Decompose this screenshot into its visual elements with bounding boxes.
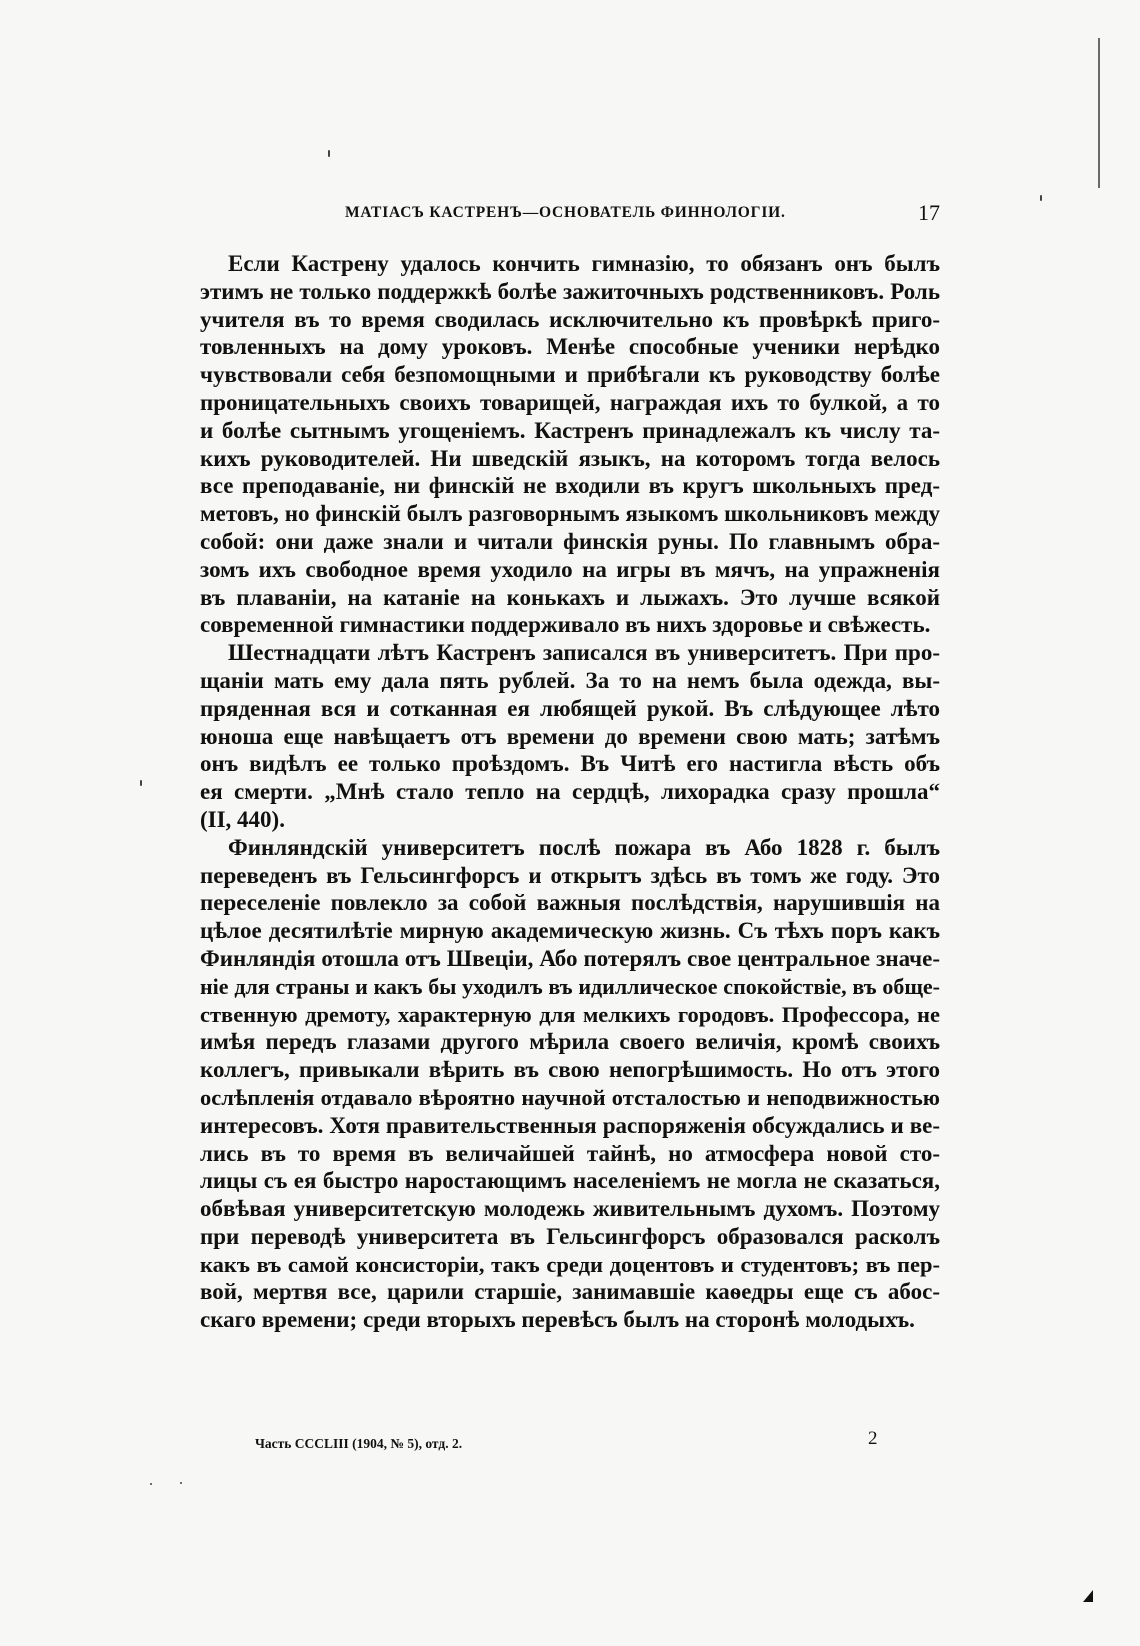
corner-mark-icon (1083, 1590, 1093, 1602)
scan-speck (328, 150, 330, 157)
text-line: скаго времени; среди вторыхъ перевѣсъ былъ на сторонѣ молодыхъ. (200, 1307, 915, 1333)
text-line: собой: они даже знали и читали финскія руны. По главнымъ обра- (200, 528, 940, 554)
text-line: Шестнадцати лѣтъ Кастренъ записался въ университетъ. При про- (228, 640, 940, 666)
running-title: МАТІАСЪ КАСТРЕНЪ—ОСНОВАТЕЛЬ ФИННОЛОГІИ. (345, 204, 786, 221)
text-line: ніе для страны и какъ бы уходилъ въ идиллическое спокойствіе, въ обще- (200, 973, 940, 999)
text-line: ея смерти. „Мнѣ стало тепло на сердцѣ, лихорадка сразу прошла“ (200, 779, 940, 805)
text-line: онъ видѣлъ ее только проѣздомъ. Въ Читѣ его настигла вѣсть объ (200, 751, 940, 777)
text-line: все преподаваніе, ни финскій не входили въ кругъ школьныхъ пред- (200, 473, 940, 499)
text-line: Если Кастрену удалось кончить гимназію, то обязанъ онъ былъ (228, 251, 940, 276)
text-line: этимъ не только поддержкѣ болѣе зажиточныхъ родственниковъ. Роль (200, 278, 940, 304)
text-line: вой, мертвя все, царили старшіе, занимавшіе каѳедры еще съ абос- (200, 1279, 940, 1305)
text-line: обвѣвая университетскую молодежь живительнымъ духомъ. Поэтому (200, 1196, 940, 1222)
text-line: (II, 440). (200, 806, 285, 832)
text-line: интересовъ. Хотя правительственныя распоряженія обсуждались и ве- (200, 1112, 940, 1138)
text-line: метовъ, но финскій былъ разговорнымъ языкомъ школьниковъ между (200, 501, 940, 527)
text-line: учителя въ то время сводилась исключительно къ провѣркѣ приго- (200, 306, 940, 332)
text-line: юноша еще навѣщаетъ отъ времени до времени свою мать; затѣмъ (200, 723, 940, 749)
text-line: лицы съ ея быстро наростающимъ населеніемъ не могла не сказаться, (200, 1168, 940, 1194)
sheet-number: 2 (868, 1428, 878, 1449)
scan-speck (150, 1483, 152, 1485)
page-number: 17 (918, 200, 940, 225)
text-line: зомъ ихъ свободное время уходило на игры въ мячъ, на упражненія (200, 556, 940, 582)
text-line: въ плаваніи, на катаніе на конькахъ и лыжахъ. Это лучше всякой (200, 584, 940, 610)
scan-speck (1040, 195, 1042, 201)
scan-speck (180, 1482, 182, 1484)
printer-signature: Часть CCCLIII (1904, № 5), отд. 2. (255, 1436, 463, 1451)
text-line: переселеніе повлекло за собой важныя послѣдствія, нарушившія на (200, 890, 940, 916)
text-line: кихъ руководителей. Ни шведскій языкъ, на которомъ тогда велось (200, 445, 940, 471)
running-head (200, 200, 940, 230)
text-line: пряденная вся и сотканная ея любящей рукой. Въ слѣдующее лѣто (200, 695, 940, 721)
text-line: какъ въ самой консисторіи, такъ среди доцентовъ и студентовъ; въ пер- (200, 1251, 940, 1277)
text-line: переведенъ въ Гельсингфорсъ и открытъ здѣсь въ томъ же году. Это (200, 862, 940, 888)
text-line: лись въ то время въ величайшей тайнѣ, но атмосфера новой сто- (200, 1140, 940, 1166)
text-line: имѣя передъ глазами другого мѣрила своего величія, кромѣ своихъ (200, 1029, 940, 1055)
text-line: и болѣе сытнымъ угощеніемъ. Кастренъ принадлежалъ къ числу та- (200, 417, 940, 443)
text-line: при переводѣ университета въ Гельсингфорсъ образовался расколъ (200, 1223, 940, 1249)
text-line: коллегъ, привыкали вѣрить въ свою непогрѣшимость. Но отъ этого (200, 1057, 940, 1083)
scan-edge-line (1098, 38, 1100, 188)
text-line: товленныхъ на дому уроковъ. Менѣе способные ученики нерѣдко (200, 334, 940, 360)
body-text (200, 250, 940, 1334)
text-line: проницательныхъ своихъ товарищей, награждая ихъ то булкой, а то (200, 389, 940, 415)
text-line: цѣлое десятилѣтіе мирную академическую жизнь. Съ тѣхъ поръ какъ (200, 918, 940, 944)
scan-speck (140, 780, 142, 786)
text-line: современной гимнастики поддерживало въ нихъ здоровье и свѣжесть. (200, 612, 931, 638)
text-line: Финляндія отошла отъ Швеціи, Або потерялъ свое центральное значе- (200, 945, 940, 971)
text-line: ственную дремоту, характерную для мелкихъ городовъ. Профессора, не (200, 1001, 940, 1027)
text-line: Финляндскій университетъ послѣ пожара въ Або 1828 г. былъ (228, 834, 940, 860)
text-line: щаніи мать ему дала пять рублей. За то на немъ была одежда, вы- (200, 667, 940, 693)
text-line: чувствовали себя безпомощными и прибѣгали къ руководству болѣе (200, 362, 940, 388)
text-line: ослѣпленія отдавало вѣроятно научной отсталостью и неподвижностью (200, 1084, 940, 1110)
